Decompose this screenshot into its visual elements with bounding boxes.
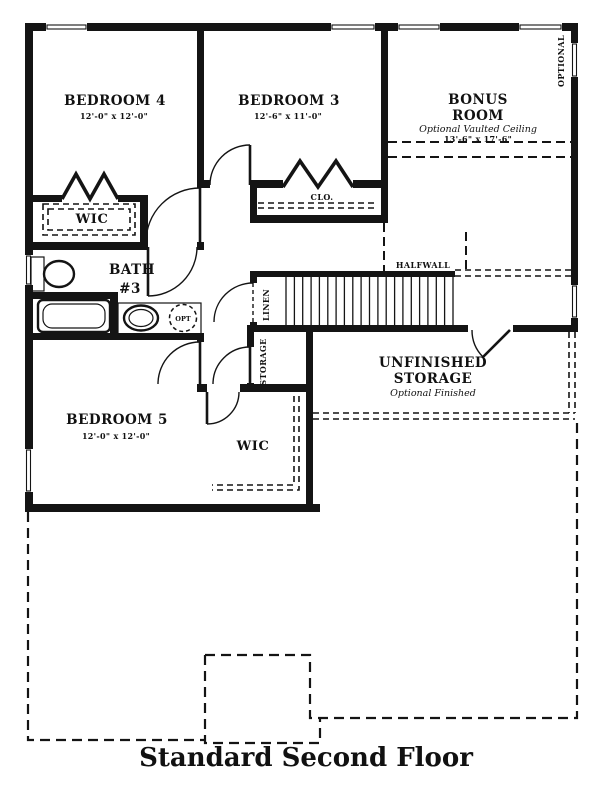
- closet-label: CLO.: [310, 192, 334, 202]
- window-top-bedroom3: [331, 23, 375, 31]
- bathtub: [38, 300, 110, 332]
- bonus-room-note: Optional Vaulted Ceiling: [419, 124, 537, 135]
- window-top-bonus-right: [519, 23, 562, 31]
- staircase: [286, 277, 453, 325]
- door-bath3: [148, 247, 197, 296]
- door-bedroom3: [210, 145, 250, 185]
- bifold-door-closet: [283, 161, 353, 187]
- door-linen: [214, 283, 253, 322]
- bedroom3-name: BEDROOM 3: [238, 93, 340, 109]
- toilet: [31, 257, 74, 291]
- plan-title: Standard Second Floor: [139, 743, 473, 773]
- bedroom5-dims: 12'-0" x 12'-0": [81, 431, 151, 441]
- bonus-room-dims: 13'-6" x 17'-6": [443, 134, 513, 144]
- stair-treads: [286, 277, 453, 325]
- bedroom4-dims: 12'-0" x 12'-0": [79, 111, 149, 121]
- bedroom3-dims: 12'-6" x 11'-0": [253, 111, 323, 121]
- bonus-room-name-line1: BONUS: [448, 92, 508, 108]
- door-unfinished-storage: [472, 330, 510, 357]
- bedroom4-name: BEDROOM 4: [64, 93, 166, 109]
- bedroom5-name: BEDROOM 5: [66, 412, 168, 428]
- bifold-door-wic-bedroom4: [62, 174, 118, 199]
- optional-sink-label: OPT: [175, 315, 191, 323]
- storage-closet-label: STORAGE: [258, 338, 268, 386]
- window-left-bath: [25, 255, 33, 285]
- door-bedroom5: [158, 342, 200, 384]
- door-storage: [213, 347, 250, 384]
- closet-shelf: [258, 203, 378, 208]
- bath3-name-line2: #3: [119, 281, 141, 297]
- bath3-name-line1: BATH: [109, 262, 155, 278]
- bonus-room-name-line2: ROOM: [452, 108, 504, 124]
- optional-window-label: OPTIONAL: [556, 35, 566, 87]
- window-top-bedroom4: [46, 23, 87, 31]
- unfinished-storage-note: Optional Finished: [390, 388, 476, 399]
- window-right-bonus: [571, 43, 578, 77]
- door-bedroom4: [146, 188, 200, 242]
- door-wic-bedroom5: [207, 392, 239, 424]
- window-left-bedroom5: [25, 449, 33, 492]
- unfinished-storage-line1: UNFINISHED: [378, 355, 488, 371]
- wic-bedroom4-label: WIC: [75, 212, 109, 227]
- linen-label: LINEN: [261, 288, 271, 322]
- unfinished-storage-line2: STORAGE: [393, 371, 473, 387]
- halfwall-label: HALFWALL: [395, 260, 451, 270]
- wic-bedroom5-label: WIC: [236, 439, 270, 454]
- first-floor-footprint: [28, 417, 577, 743]
- window-right-landing: [571, 285, 578, 318]
- window-top-bonus-left: [398, 23, 440, 31]
- optional-lines: [28, 142, 577, 743]
